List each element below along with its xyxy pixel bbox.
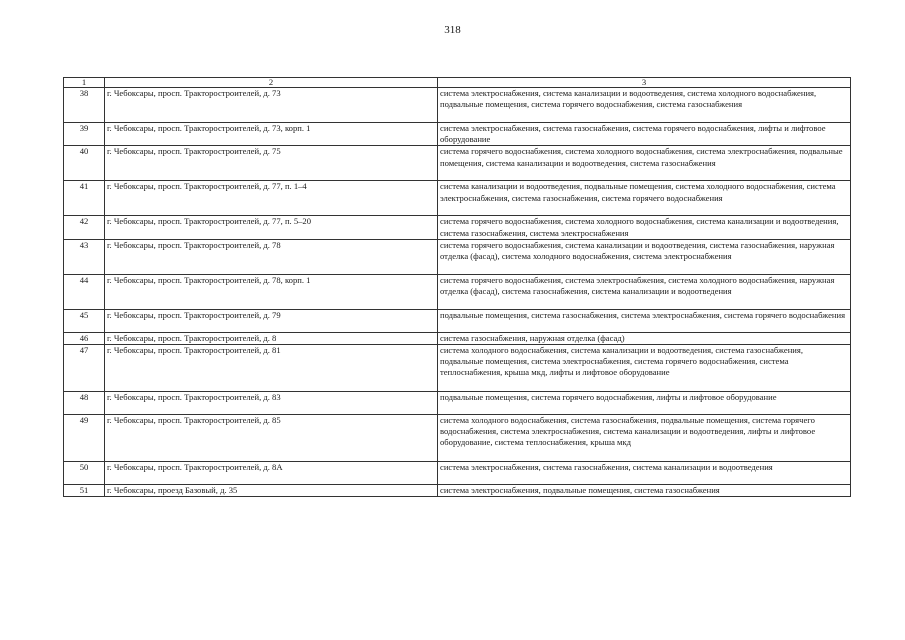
row-address: г. Чебоксары, просп. Тракторостроителей, д. 83 — [105, 392, 438, 415]
table-row — [64, 274, 851, 309]
row-address: г. Чебоксары, просп. Тракторостроителей, д. 8А — [105, 462, 438, 485]
row-number: 42 — [64, 216, 105, 239]
page-number: 318 — [444, 24, 461, 36]
table-row — [64, 216, 851, 239]
row-systems: система холодного водоснабжения, система канализации и водоотведения, система газоснабжения, подвальные помещения, система электроснабжения, система горячего водоснабжения, система теплоснабжения, крыша мкд, лифты и лифтовое оборудование — [438, 345, 851, 392]
row-address: г. Чебоксары, проезд Базовый, д. 35 — [105, 485, 438, 497]
table-row — [64, 123, 851, 146]
table-row — [64, 332, 851, 344]
row-systems: система горячего водоснабжения, система холодного водоснабжения, система электроснабжения, подвальные помещения, система канализации и водоотведения, система газоснабжения — [438, 146, 851, 181]
row-number: 45 — [64, 309, 105, 332]
row-number: 51 — [64, 485, 105, 497]
row-address: г. Чебоксары, просп. Тракторостроителей, д. 79 — [105, 309, 438, 332]
row-systems: система канализации и водоотведения, подвальные помещения, система холодного водоснабжения, система электроснабжения, система газоснабжения, система горячего водоснабжения — [438, 181, 851, 216]
row-systems: система электроснабжения, система газоснабжения, система канализации и водоотведения — [438, 462, 851, 485]
row-number: 38 — [64, 88, 105, 123]
row-address: г. Чебоксары, просп. Тракторостроителей, д. 77, п. 5–20 — [105, 216, 438, 239]
table-row — [64, 345, 851, 392]
row-number: 43 — [64, 239, 105, 274]
column-header-systems: 3 — [438, 78, 851, 88]
row-address: г. Чебоксары, просп. Тракторостроителей, д. 73, корп. 1 — [105, 123, 438, 146]
row-number: 46 — [64, 332, 105, 344]
row-systems: система газоснабжения, наружная отделка (фасад) — [438, 332, 851, 344]
row-systems: система электроснабжения, система газоснабжения, система горячего водоснабжения, лифты и лифтовое оборудование — [438, 123, 851, 146]
row-address: г. Чебоксары, просп. Тракторостроителей, д. 78 — [105, 239, 438, 274]
row-systems: система холодного водоснабжения, система газоснабжения, подвальные помещения, система горячего водоснабжения, система электроснабжения, система канализации и водоотведения, лифты и лифтовое оборудование, система теплоснабжения, крыша мкд — [438, 415, 851, 462]
buildings-table — [63, 77, 851, 497]
row-number: 48 — [64, 392, 105, 415]
table-row — [64, 181, 851, 216]
table-row — [64, 462, 851, 485]
row-number: 47 — [64, 345, 105, 392]
table-row — [64, 415, 851, 462]
table-row — [64, 485, 851, 497]
row-systems: подвальные помещения, система горячего водоснабжения, лифты и лифтовое оборудование — [438, 392, 851, 415]
row-systems: подвальные помещения, система газоснабжения, система электроснабжения, система горячего водоснабжения — [438, 309, 851, 332]
row-address: г. Чебоксары, просп. Тракторостроителей, д. 75 — [105, 146, 438, 181]
row-systems: система горячего водоснабжения, система электроснабжения, система холодного водоснабжения, наружная отделка (фасад), система газоснабжения, система канализации и водоотведения — [438, 274, 851, 309]
table-row — [64, 392, 851, 415]
row-systems: система электроснабжения, подвальные помещения, система газоснабжения — [438, 485, 851, 497]
row-number: 44 — [64, 274, 105, 309]
row-address: г. Чебоксары, просп. Тракторостроителей, д. 77, п. 1–4 — [105, 181, 438, 216]
row-number: 40 — [64, 146, 105, 181]
row-number: 41 — [64, 181, 105, 216]
table-row — [64, 309, 851, 332]
row-address: г. Чебоксары, просп. Тракторостроителей, д. 81 — [105, 345, 438, 392]
table-row — [64, 88, 851, 123]
row-number: 50 — [64, 462, 105, 485]
column-header-address: 2 — [105, 78, 438, 88]
row-number: 39 — [64, 123, 105, 146]
row-systems: система горячего водоснабжения, система канализации и водоотведения, система газоснабжения, наружная отделка (фасад), система холодного водоснабжения, система электроснабжения — [438, 239, 851, 274]
row-address: г. Чебоксары, просп. Тракторостроителей, д. 85 — [105, 415, 438, 462]
table-header-row — [64, 78, 851, 88]
row-systems: система электроснабжения, система канализации и водоотведения, система холодного водоснабжения, подвальные помещения, система горячего водоснабжения, система газоснабжения — [438, 88, 851, 123]
table-row — [64, 239, 851, 274]
row-number: 49 — [64, 415, 105, 462]
row-address: г. Чебоксары, просп. Тракторостроителей, д. 8 — [105, 332, 438, 344]
column-header-number: 1 — [64, 78, 105, 88]
row-systems: система горячего водоснабжения, система холодного водоснабжения, система канализации и водоотведения, система газоснабжения, система электроснабжения — [438, 216, 851, 239]
row-address: г. Чебоксары, просп. Тракторостроителей, д. 73 — [105, 88, 438, 123]
row-address: г. Чебоксары, просп. Тракторостроителей, д. 78, корп. 1 — [105, 274, 438, 309]
table-row — [64, 146, 851, 181]
